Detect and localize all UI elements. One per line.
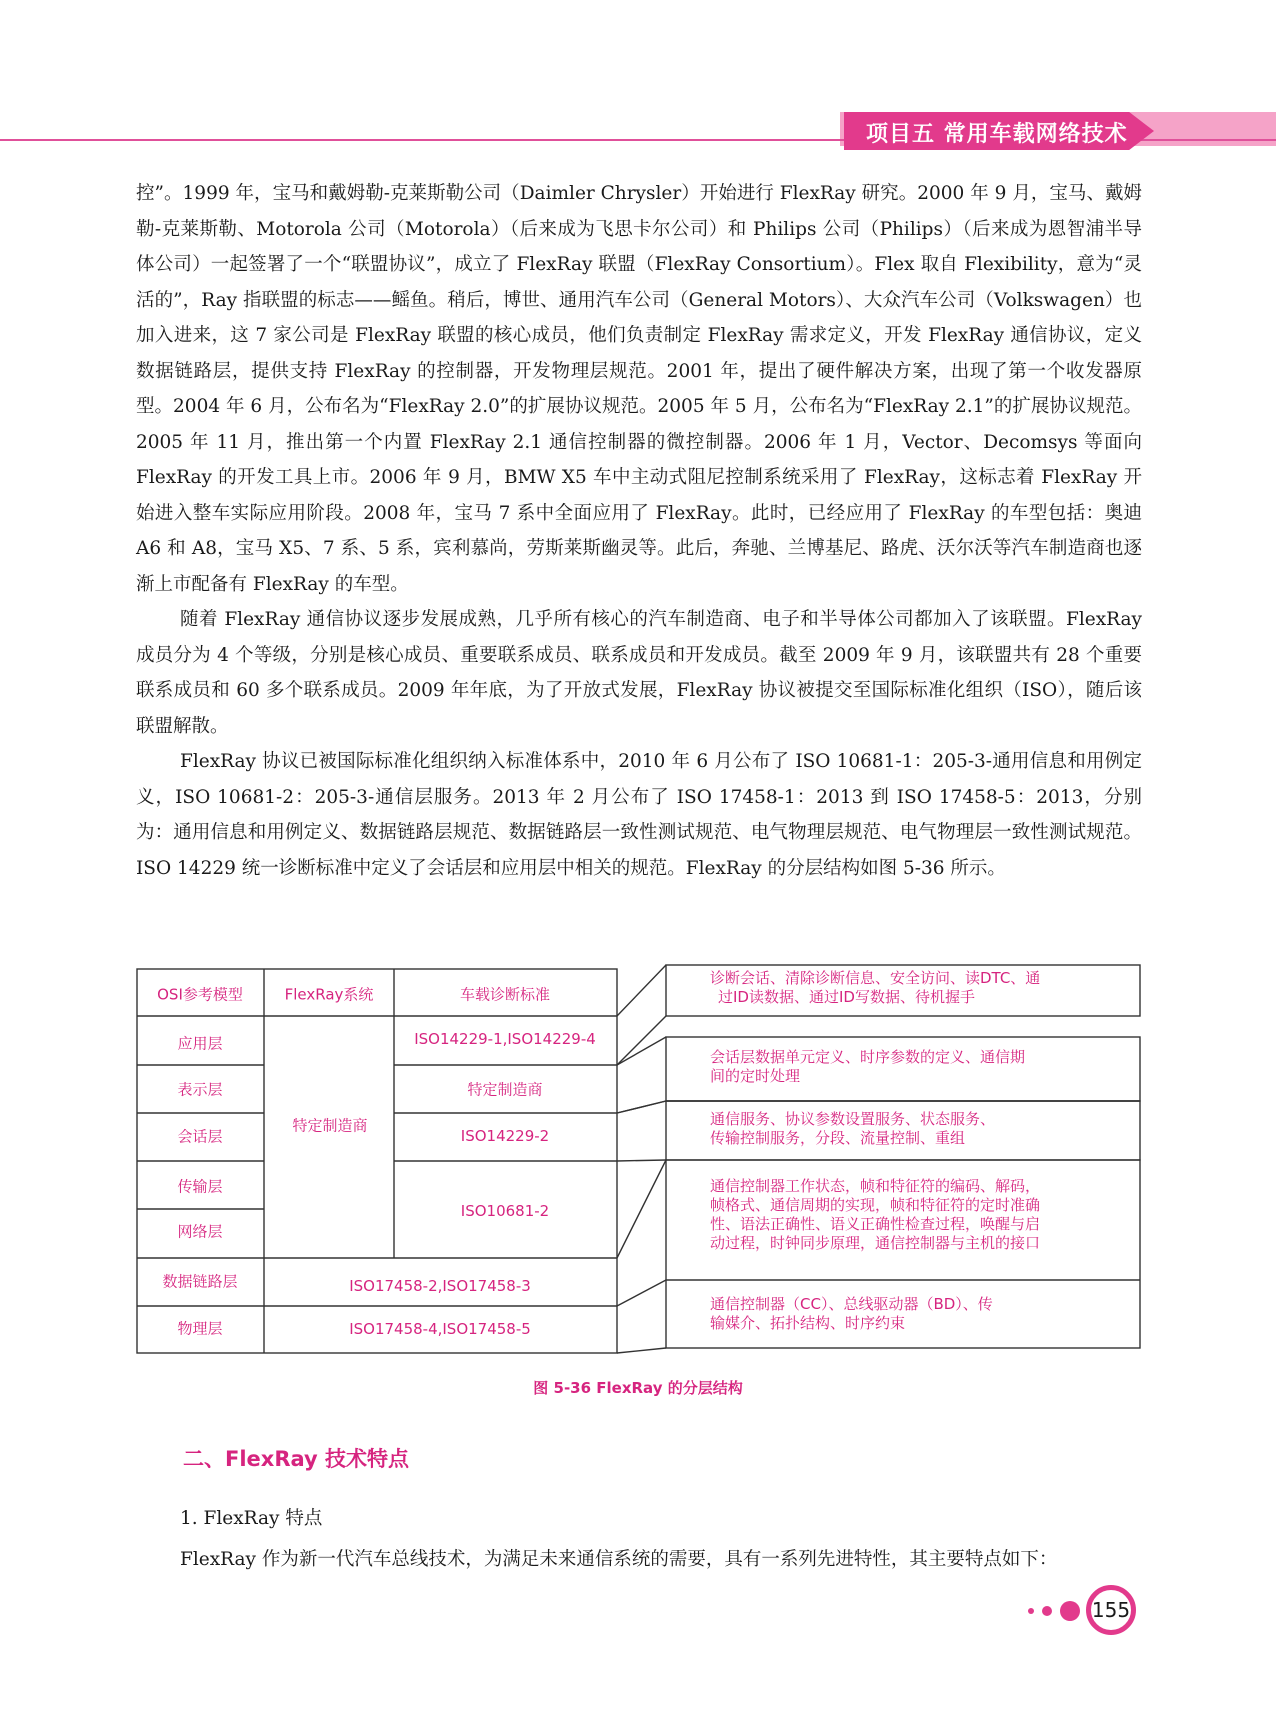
desc-physical — [710, 1295, 993, 1333]
desc-transport — [710, 1110, 995, 1148]
layer-presentation: 表示层 — [177, 1080, 223, 1099]
layer-physical: 物理层 — [177, 1319, 223, 1338]
desc-line: 性、语法正确性、语义正确性检查过程，唤醒与启 — [710, 1215, 1041, 1233]
diag-transport-network: ISO10681-2 — [460, 1202, 550, 1220]
header-diag: 车载诊断标准 — [459, 985, 551, 1004]
paragraph-2: 随着 FlexRay 通信协议逐步发展成熟，几乎所有核心的汽车制造商、电子和半导体公司都加入了该联盟。FlexRay 成员分为 4 个等级，分别是核心成员、重要联系成员、联系成员和开发成员。截至 2009 年 9 月，该联盟共有 28 个重要联系成员和 60 多个联系成员。2009 年年底，为了开放式发展，FlexRay 协议被提交至国际标准化组织（ISO），随后该联盟解散。 — [136, 609, 1142, 737]
desc-application — [710, 969, 1040, 1007]
section-title: 二、FlexRay 技术特点 — [183, 1447, 410, 1471]
dot-small — [1028, 1608, 1034, 1614]
subsection-title: 1. FlexRay 特点 — [180, 1508, 323, 1529]
figure-caption: 图 5-36 FlexRay 的分层结构 — [533, 1379, 743, 1397]
desc-datalink — [710, 1177, 1040, 1253]
header-flexray: FlexRay系统 — [284, 985, 374, 1004]
layer-datalink: 数据链路层 — [162, 1272, 238, 1291]
desc-line: 诊断会话、清除诊断信息、安全访问、读DTC、通 — [710, 969, 1041, 987]
diag-session: ISO14229-2 — [460, 1127, 550, 1145]
flexray-manufacturer: 特定制造商 — [292, 1116, 368, 1135]
desc-line: 过ID读数据、通过ID写数据、待机握手 — [718, 988, 975, 1006]
desc-line: 通信控制器工作状态，帧和特征符的编码、解码， — [710, 1177, 1041, 1195]
layer-session: 会话层 — [177, 1127, 223, 1146]
dot-large — [1060, 1601, 1080, 1621]
chapter-title: 项目五 常用车载网络技术 — [866, 122, 1128, 147]
diag-application: ISO14229-1,ISO14229-4 — [414, 1030, 596, 1048]
desc-line: 通信服务、协议参数设置服务、状态服务、 — [710, 1110, 996, 1128]
desc-line: 会话层数据单元定义、时序参数的定义、通信期 — [710, 1048, 1026, 1066]
paragraph-1: 控”。1999 年，宝马和戴姆勒-克莱斯勒公司（Daimler Chrysler）开始进行 FlexRay 研究。2000 年 9 月，宝马、戴姆勒-克莱斯勒、Motorola 公司（Motorola）（后来成为飞思卡尔公司）和 Philips 公司（Philips）（后来成为恩智浦半导体公司）一起签署了一个“联盟协议”，成立了 FlexRay 联盟（FlexRay Consortium）。Flex 取自 Flexibility，意为“灵活的”，Ray 指联盟的标志——鳐鱼。稍后，博世、通用汽车公司（General Motors）、大众汽车公司（Volkswagen）也加入进来，这 7 家公司是 FlexRay 联盟的核心成员，他们负责制定 FlexRay 需求定义，开发 FlexRay 通信协议，定义数据链路层，提供支持 FlexRay 的控制器，开发物理层规范。2001 年，提出了硬件解决方案，出现了第一个收发器原型。2004 年 6 月，公布名为“FlexRay 2.0”的扩展协议规范。2005 年 5 月，公布名为“FlexRay 2.1”的扩展协议规范。2005 年 11 月，推出第一个内置 FlexRay 2.1 通信控制器的微控制器。2006 年 1 月，Vector、Decomsys 等面向 FlexRay 的开发工具上市。2006 年 9 月，BMW X5 车中主动式阻尼控制系统采用了 FlexRay，这标志着 FlexRay 开始进入整车实际应用阶段。2008 年，宝马 7 系中全面应用了 FlexRay。此时，已经应用了 FlexRay 的车型包括：奥迪 A6 和 A8，宝马 X5、7 系、5 系，宾利慕尚，劳斯莱斯幽灵等。此后，奔驰、兰博基尼、路虎、沃尔沃等汽车制造商也逐渐上市配备有 FlexRay 的车型。 — [136, 183, 1142, 595]
diag-datalink: ISO17458-2,ISO17458-3 — [349, 1277, 531, 1295]
desc-line: 间的定时处理 — [710, 1067, 801, 1085]
diag-physical: ISO17458-4,ISO17458-5 — [349, 1320, 531, 1338]
dot-medium — [1042, 1606, 1052, 1616]
diag-presentation: 特定制造商 — [467, 1080, 543, 1099]
desc-line: 帧格式、通信周期的实现，帧和特征符的定时准确 — [710, 1196, 1041, 1214]
layer-application: 应用层 — [177, 1034, 223, 1053]
desc-line: 输媒介、拓扑结构、时序约束 — [710, 1314, 906, 1332]
layer-transport: 传输层 — [177, 1177, 223, 1196]
desc-line: 动过程，时钟同步原理，通信控制器与主机的接口 — [710, 1234, 1041, 1252]
desc-session — [710, 1048, 1025, 1086]
page-number: 155 — [1086, 1585, 1136, 1635]
paragraph-3: FlexRay 协议已被国际标准化组织纳入标准体系中，2010 年 6 月公布了 ISO 10681-1：205-3-通用信息和用例定义，ISO 10681-2：205-3-通信层服务。2013 年 2 月公布了 ISO 17458-1：2013 到 ISO 17458-5：2013，分别为：通用信息和用例定义、数据链路层规范、数据链路层一致性测试规范、电气物理层规范、电气物理层一致性测试规范。ISO 14229 统一诊断标准中定义了会话层和应用层中相关的规范。FlexRay 的分层结构如图 5-36 所示。 — [136, 751, 1142, 879]
header-osi: OSI参考模型 — [157, 985, 243, 1004]
desc-line: 传输控制服务，分段、流量控制、重组 — [710, 1129, 966, 1147]
desc-line: 通信控制器（CC）、总线驱动器（BD）、传 — [710, 1295, 993, 1313]
paragraph-4: FlexRay 作为新一代汽车总线技术，为满足未来通信系统的需要，具有一系列先进特性，其主要特点如下： — [180, 1549, 1058, 1570]
layer-network: 网络层 — [177, 1222, 223, 1241]
